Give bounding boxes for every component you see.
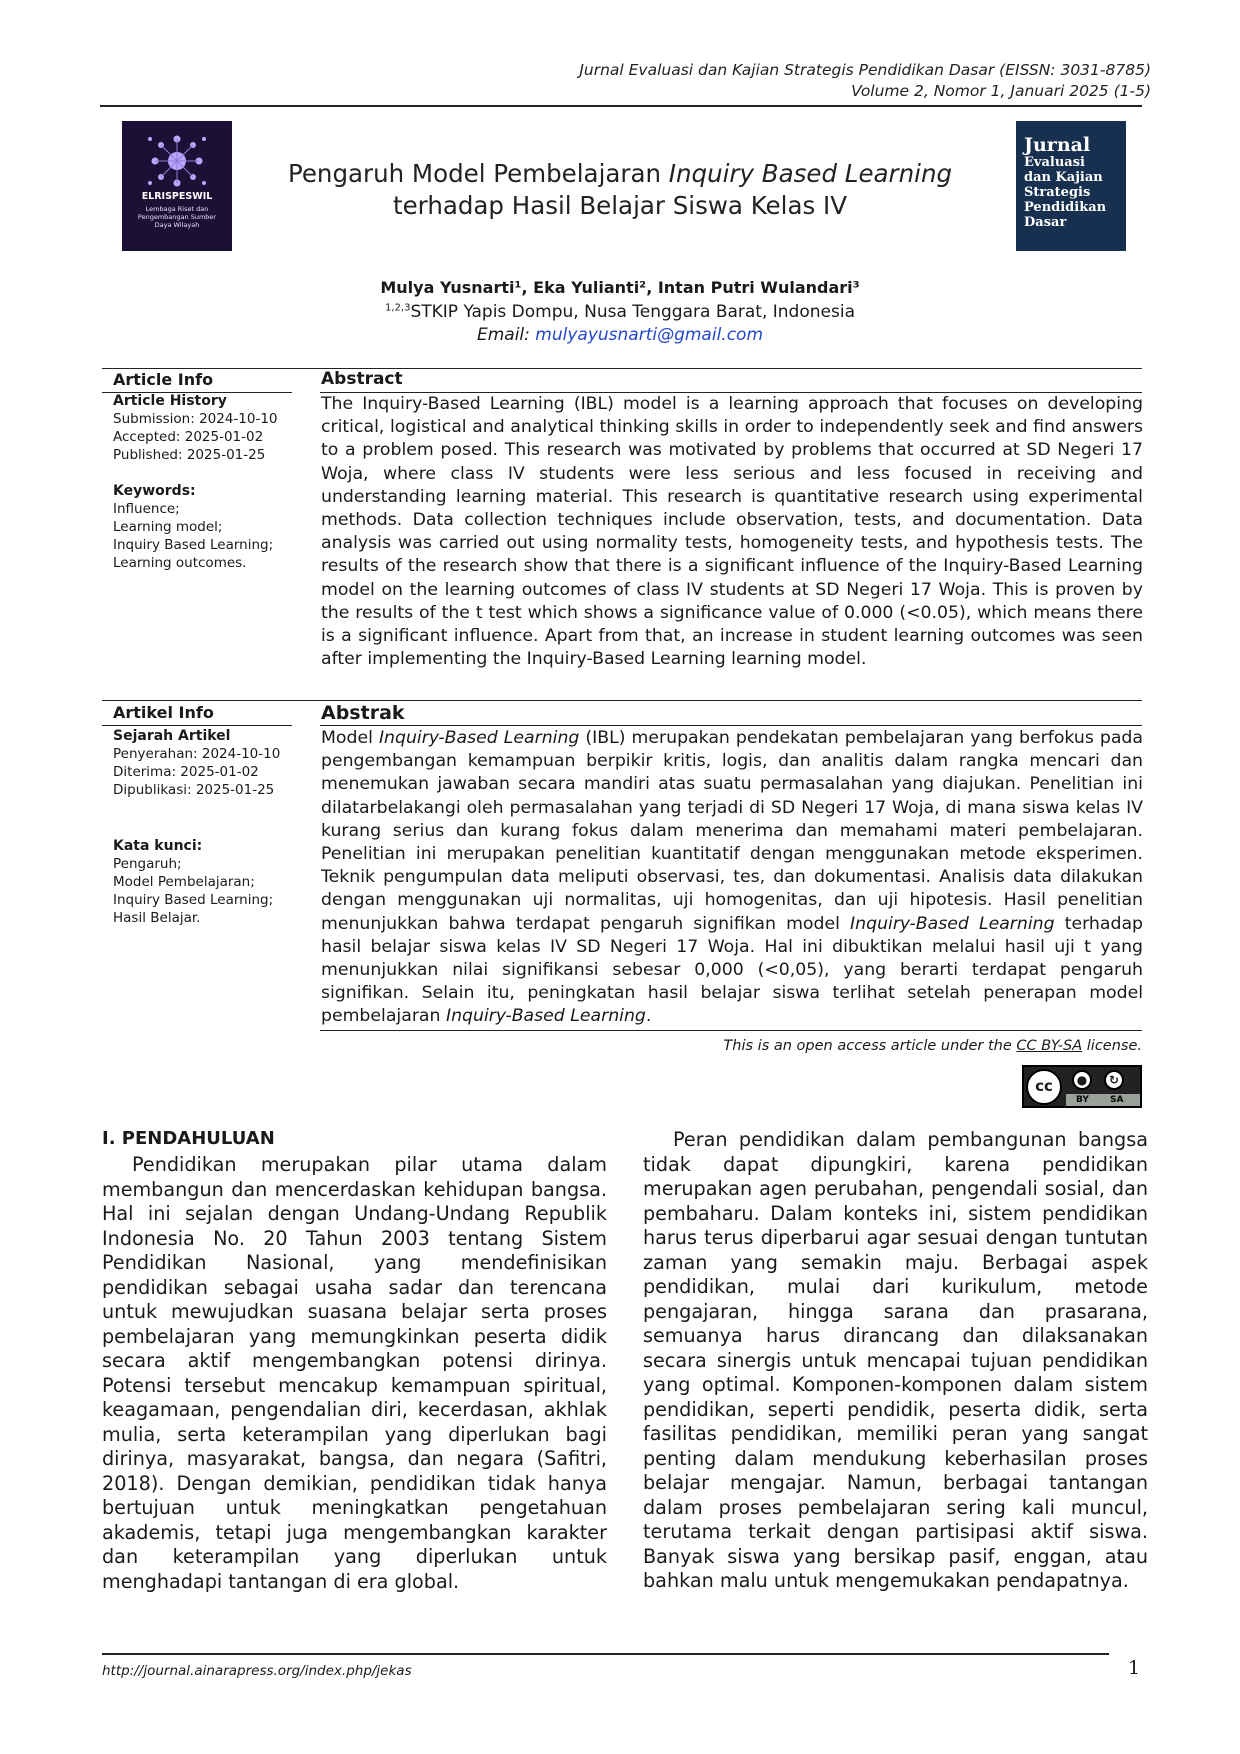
abstrak-heading: Abstrak: [321, 702, 405, 724]
section-heading: I. PENDAHULUAN: [102, 1128, 275, 1149]
artikel-info-heading: Artikel Info: [113, 703, 214, 722]
footer-rule: [102, 1653, 1109, 1655]
article-history-en: Article History Submission: 2024-10-10 Accepted: 2025-01-02 Published: 2025-01-25: [113, 393, 278, 463]
email-link[interactable]: mulyayusnarti@gmail.com: [535, 325, 764, 345]
email-line: Email: mulyayusnarti@gmail.com: [476, 325, 764, 345]
abstract-text-id: Model Inquiry-Based Learning (IBL) merupakan pendekatan pembelajaran yang berfokus pada pengembangan kemampuan berpikir kritis, logis, dan analitis dalam rangka mencari dan menemukan jawaban secara mandiri atas suatu permasalahan yang diajukan. Penelitian ini dilatarbelakangi oleh permasalahan yang terjadi di SD Negeri 17 Woja, di mana siswa kelas IV kurang serius dan kurang fokus dalam menerima dan memahami materi pembelajaran. Penelitian ini merupakan penelitian kuantitatif dengan menggunakan metode eksperimen. Teknik pengumpulan data meliputi observasi, tes, dan dokumentasi. Analisis data dilakukan dengan menggunakan uji normalitas, uji homogenitas, dan uji hipotesis. Hasil penelitian menunjukkan bahwa terdapat pengaruh signifikan model Inquiry-Based Learning terhadap hasil belajar siswa kelas IV SD Negeri 17 Woja. Hal ini dibuktikan melalui hasil uji t yang menunjukkan nilai signifikansi sebesar 0,000 (<0,05), yang berarti terdapat pengaruh signifikan. Selain itu, peningkatan hasil belajar siswa terlihat setelah penerapan model pembelajaran Inquiry-Based Learning.: [321, 728, 1144, 1027]
network-icon: [122, 121, 232, 251]
keywords-en: Keywords: Influence; Learning model; Inquiry Based Learning; Learning outcomes.: [113, 483, 274, 571]
person-icon: ●: [1072, 1070, 1092, 1090]
rule-info-id: [102, 725, 292, 726]
sejarah-artikel: Sejarah Artikel Penyerahan: 2024-10-10 Diterima: 2025-01-02 Dipublikasi: 2025-01-25: [113, 728, 281, 798]
body-left-column: Pendidikan merupakan pilar utama dalam membangun dan mencerdaskan kehidupan bangsa. Hal ini sejalan dengan Undang-Undang Republik Indonesia No. 20 Tahun 2003 tentang Sistem Pendidikan Nasional, yang mendefinisikan pendidikan sebagai usaha sadar dan terencana untuk mewujudkan suasana belajar serta proses pembelajaran yang memungkinkan peserta didik secara aktif mengembangkan potensi dirinya. Potensi tersebut mencakup kemampuan spiritual, keagamaan, pengendalian diri, kecerdasan, akhlak mulia, serta keterampilan yang diperlukan bagi dirinya, masyarakat, bangsa, dan negara (Safitri, 2018). Dengan demikian, pendidikan tidak hanya bertujuan untuk meningkatkan pengetahuan akademis, tetapi juga mengembangkan karakter dan keterampilan yang diperlukan untuk menghadapi tantangan di era global.: [102, 1153, 607, 1593]
cc-by-sa-badge[interactable]: [1022, 1065, 1142, 1108]
affiliation: $^{1,2,3}$STKIP Yapis Dompu, Nusa Tenggara Barat, Indonesia: [385, 302, 855, 322]
cc-icon: cc: [1026, 1069, 1062, 1105]
author-list: Mulya Yusnarti¹, Eka Yulianti², Intan Putri Wulandari³: [380, 278, 860, 297]
logo-left-name: ELRISPESWIL: [141, 191, 213, 202]
rule-bottom-id: [320, 1030, 1142, 1031]
volume-header-line: Volume 2, Nomor 1, Januari 2025 (1-5): [851, 82, 1151, 100]
abstract-text-en: The Inquiry-Based Learning (IBL) model is a learning approach that focuses on developing critical, logistical and analytical thinking skills in order to independently seek and find answers to a problem posed. This research was motivated by problems that occurred at SD Negeri 17 Woja, where class IV students were less serious and less focused in receiving and understanding learning material. This research is quantitative research using experimental methods. Data collection techniques include observation, tests, and documentation. Data analysis was carried out using normality tests, homogeneity tests, and hypothesis tests. The results of the research show that there is a significant influence of the Inquiry-Based Learning model on the learning outcomes of class IV students at SD Negeri 17 Woja. This is proven by the results of the t test which shows a significance value of 0.000 (<0.05), which means there is a significant influence. Apart from that, an increase in student learning outcomes was seen after implementing the Inquiry-Based Learning learning model.: [321, 394, 1143, 670]
header-rule: [100, 105, 1142, 107]
rule-top-en: [102, 368, 1142, 369]
cc-label-strip: BY SA: [1066, 1094, 1140, 1106]
article-title: Pengaruh Model Pembelajaran Inquiry Based Learning terhadap Hasil Belajar Siswa Kelas IV: [287, 159, 953, 220]
footer-url[interactable]: http://journal.ainarapress.org/index.php/jekas: [102, 1663, 412, 1679]
abstract-heading: Abstract: [321, 369, 403, 389]
cc-by-sa-link[interactable]: CC BY-SA: [1016, 1038, 1083, 1054]
license-text: This is an open access article under the CC BY-SA license.: [723, 1038, 1142, 1054]
journal-header-line: Jurnal Evaluasi dan Kajian Strategis Pendidikan Dasar (EISSN: 3031-8785): [579, 61, 1151, 79]
article-info-heading: Article Info: [113, 370, 214, 389]
share-alike-icon: ↻: [1104, 1070, 1124, 1090]
page-number: 1: [1128, 1657, 1141, 1679]
body-right-column: Peran pendidikan dalam pembangunan bangsa tidak dapat dipungkiri, karena pendidikan merupakan agen perubahan, pengendali sosial, dan pembaharu. Dalam konteks ini, sistem pendidikan harus terus diperbarui agar sesuai dengan tuntutan zaman yang semakin maju. Berbagai aspek pendidikan, mulai dari kurikulum, metode pengajaran, hingga sarana dan prasarana, semuanya harus dirancang dan dilaksanakan secara sinergis untuk mencapai tujuan pendidikan yang optimal. Komponen-komponen dalam sistem pendidikan, seperti pendidik, peserta didik, serta fasilitas pendidikan, memiliki peran yang sangat penting dalam mendukung keberhasilan proses belajar mengajar. Namun, berbagai tantangan dalam proses pembelajaran sering kali muncul, terutama terkait dengan partisipasi aktif siswa. Banyak siswa yang bersikap pasif, enggan, atau bahkan malu untuk mengemukakan pendapatnya.: [643, 1128, 1148, 1592]
rule-top-id: [102, 700, 1142, 701]
logo-left-subtitle: Lembaga Riset dan Pengembangan Sumber Daya Wilayah: [137, 205, 217, 229]
rule-abstract-id: [320, 725, 1142, 726]
kata-kunci: Kata kunci: Pengaruh; Model Pembelajaran; Inquiry Based Learning; Hasil Belajar.: [113, 838, 274, 926]
journal-cover-logo: Jurnal Evaluasi dan Kajian Strategis Pendidikan Dasar: [1016, 121, 1126, 251]
elrispeswil-logo: [122, 121, 232, 251]
